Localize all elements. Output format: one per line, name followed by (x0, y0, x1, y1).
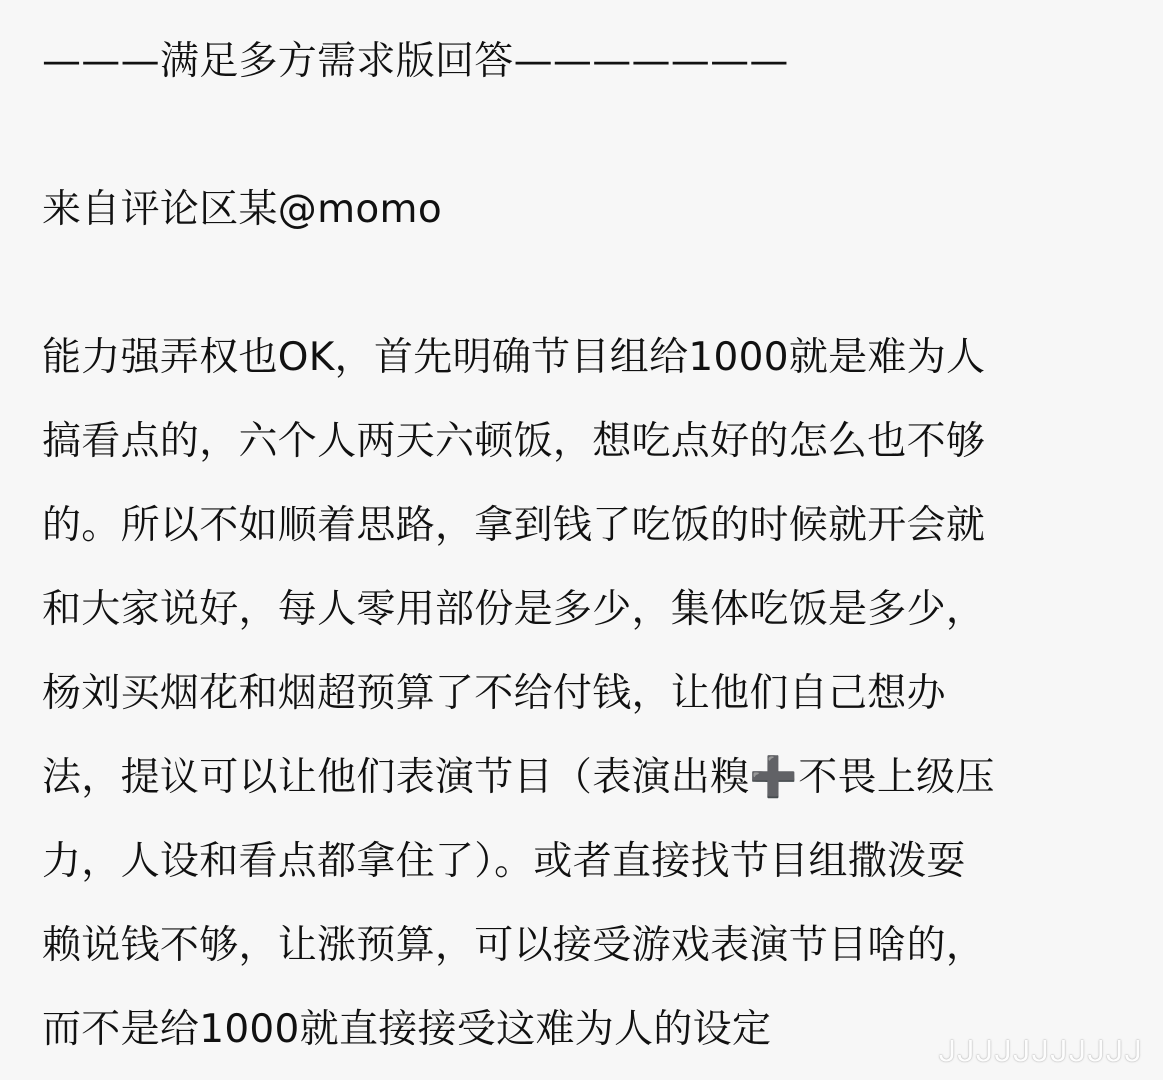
body-line: 杨刘买烟花和烟超预算了不给付钱，让他们自己想办 (42, 671, 946, 716)
post-title: ———满足多方需求版回答——————— (42, 39, 789, 84)
body-line: 的。所以不如顺着思路，拿到钱了吃饭的时候就开会就 (42, 503, 986, 548)
body-line: 法，提议可以让他们表演节目（表演出糗➕不畏上级压 (42, 755, 995, 800)
post-source: 来自评论区某@momo (42, 187, 443, 232)
watermark: ᒍᒍᒍᒍᒍᒍᒍᒍᒍᒍᒍ (938, 1036, 1143, 1067)
post-body (42, 316, 1132, 1072)
body-line: 赖说钱不够，让涨预算，可以接受游戏表演节目啥的， (42, 923, 986, 968)
body-line: 而不是给1000就直接接受这难为人的设定 (42, 1007, 772, 1052)
body-line: 搞看点的，六个人两天六顿饭，想吃点好的怎么也不够 (42, 419, 986, 464)
post-content (42, 20, 1132, 1072)
body-line: 力，人设和看点都拿住了）。或者直接找节目组撒泼耍 (42, 839, 966, 884)
body-line: 和大家说好，每人零用部份是多少，集体吃饭是多少， (42, 587, 986, 632)
body-line: 能力强弄权也OK，首先明确节目组给1000就是难为人 (42, 335, 986, 380)
